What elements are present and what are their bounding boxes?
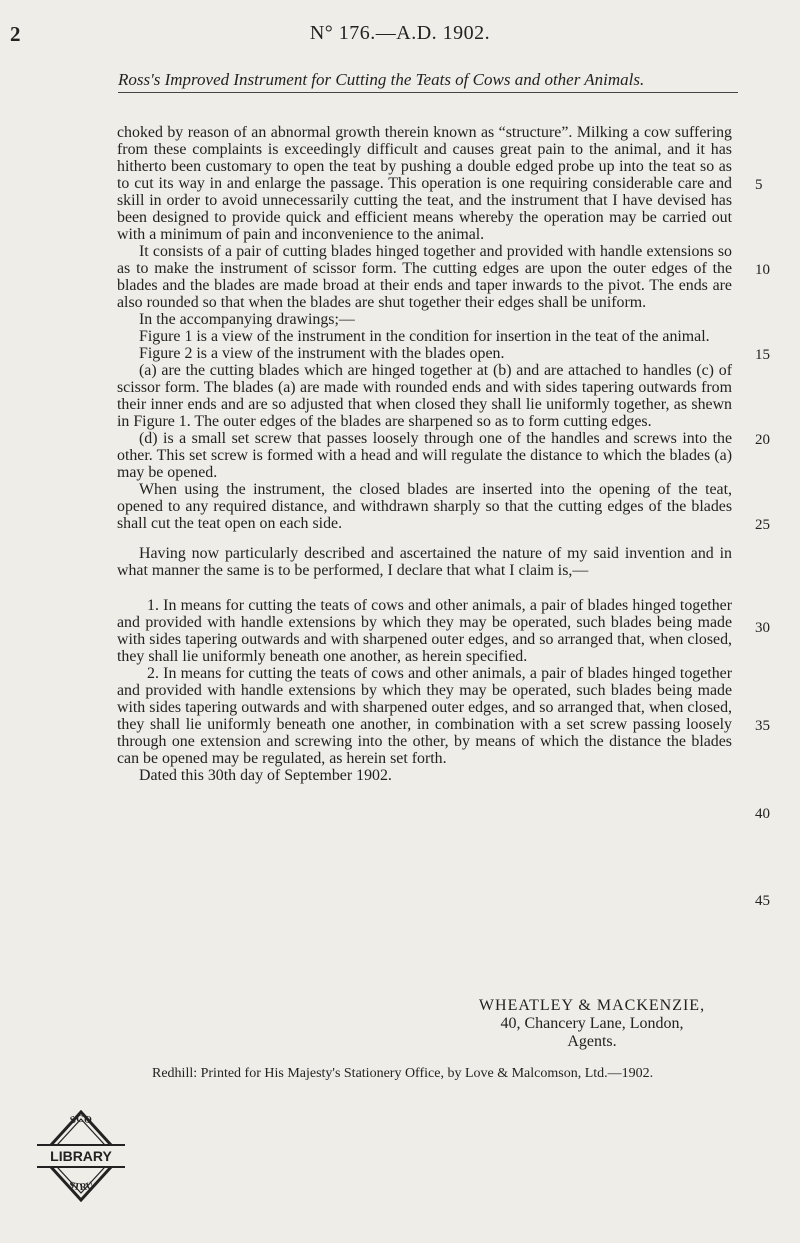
line-number: 25 [755,517,770,533]
paragraph-usage: When using the instrument, the closed blades are inserted into the opening of the teat, opened to any required distance, and withdrawn sharply so that the cutting edges of the blades shall cut the teat open on each side. [117,481,732,532]
agents-block [447,997,737,1051]
paragraph-drawings-intro: In the accompanying drawings;— [139,311,355,328]
line-number: 40 [755,806,770,822]
line-number: 5 [755,177,763,193]
paragraph-declaration: Having now particularly described and ascertained the nature of my said invention and in what manner the same is to be performed, I declare that what I claim is,— [117,545,732,579]
agents-name: WHEATLEY & MACKENZIE, [478,997,706,1014]
svg-text:STRU [67,1180,95,1193]
claim-1: 1. In means for cutting the teats of cows and other animals, a pair of blades hinged together and provided with handle extensions by which they may be operated, such blades being made with sides tapering outwards and with sharpened outer edges, and so arranged that, when closed, they shall lie uniformly beneath one another, as herein specified. [117,597,732,665]
dated-line: Dated this 30th day of September 1902. [139,767,392,784]
printer-imprint: Redhill: Printed for His Majesty's Stationery Office, by Love & Malcomson, Ltd.—1902. [152,1066,654,1081]
agents-role: Agents. [567,1033,617,1050]
agents-address: 40, Chancery Lane, London, [500,1015,684,1032]
line-number: 45 [755,893,770,909]
line-number: 35 [755,718,770,734]
svg-text:SCO [69,1114,93,1127]
library-stamp-icon [33,1110,129,1202]
paragraph-figure-2: Figure 2 is a view of the instrument with the blades open. [139,345,505,362]
stamp-top-text: SCO [69,1113,93,1127]
stamp-middle-text: LIBRARY [50,1148,112,1164]
line-number: 20 [755,432,770,448]
line-number: 15 [755,347,770,363]
patent-number-header: N° 176.—A.D. 1902. [309,22,491,44]
page-number: 2 [10,22,21,46]
line-number: 30 [755,620,770,636]
claim-2: 2. In means for cutting the teats of cows and other animals, a pair of blades hinged together and provided with handle extensions by which they may be operated, such blades being made with sides tapering outwards and with sharpened outer edges, and so arranged that, when closed, they shall lie uniformly beneath one another, in combination with a set screw passing loosely through one extension and screwing into the other, by means of which the distance the blades can be opened may be regulated, as herein set forth. [117,665,732,767]
specification-body [117,124,732,784]
paragraph-set-screw: (d) is a small set screw that passes loosely through one of the handles and screws into the other. This set screw is formed with a head and will regulate the distance to which the blades (a) may be opened. [117,430,732,481]
title-underline [118,92,738,93]
paragraph-construction: It consists of a pair of cutting blades hinged together and provided with handle extensions so as to make the instrument of scissor form. The cutting edges are upon the outer edges of the blades and the blades are made broad at their ends and taper inwards to the pivot. The ends are also rounded so that when the blades are shut together their edges shall be uniform. [117,243,732,311]
paragraph-figure-1: Figure 1 is a view of the instrument in the condition for insertion in the teat of the animal. [139,328,710,345]
paragraph-intro: choked by reason of an abnormal growth therein known as “structure”. Milking a cow suffering from these complaints is exceedingly difficult and causes great pain to the animal, and it has hitherto been customary to open the teat by pushing a double edged probe up into the teat so as to cut its way in and enlarge the passage. This operation is one requiring considerable care and skill in order to avoid unnecessarily cutting the teat, and the instrument that I have devised has been designed to provide quick and efficient means whereby the operation may be carried out with a minimum of pain and inconvenience to the animal. [117,124,732,243]
paragraph-blades: (a) are the cutting blades which are hinged together at (b) and are attached to handles (c) of scissor form. The blades (a) are made with rounded ends and with sides tapering outwards from their inner ends and are so adjusted that when closed they shall lie uniformly together, as shewn in Figure 1. The outer edges of the blades are sharpened so as to form cutting edges. [117,362,732,430]
stamp-bottom-text: STRU [67,1179,95,1194]
page-title: Ross's Improved Instrument for Cutting the Teats of Cows and other Animals. [118,70,645,89]
line-number: 10 [755,262,770,278]
